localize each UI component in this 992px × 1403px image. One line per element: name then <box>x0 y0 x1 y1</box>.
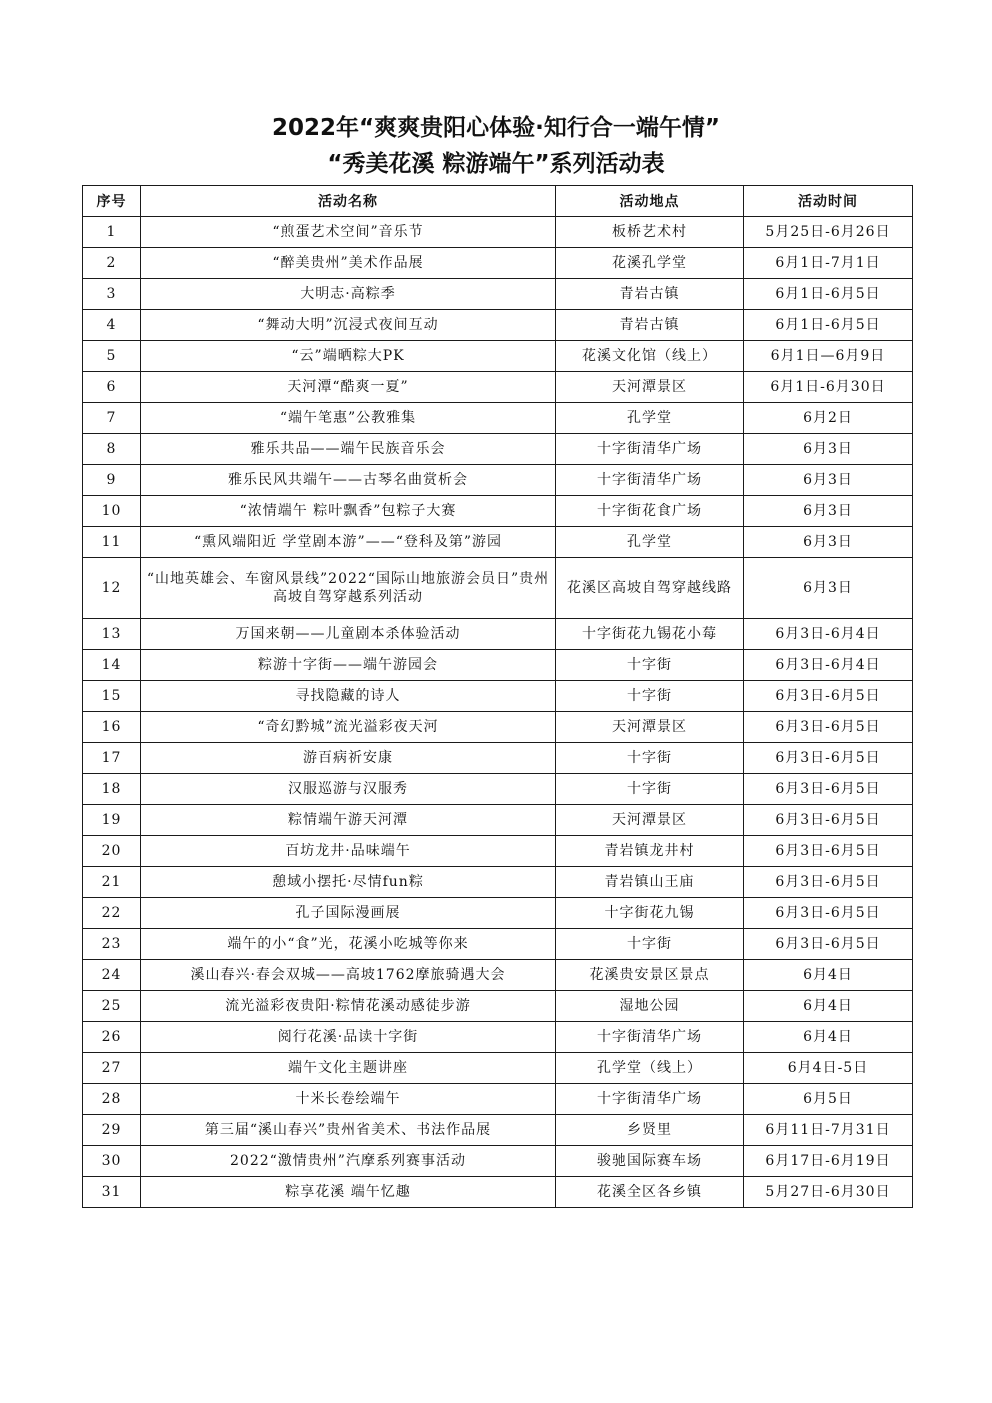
activity-time: 6月3日 <box>744 434 913 465</box>
activity-location: 青岩古镇 <box>556 310 744 341</box>
table-row <box>83 279 913 310</box>
activity-time: 6月3日-6月4日 <box>744 619 913 650</box>
activity-name: 流光溢彩夜贵阳·粽情花溪动感徒步游 <box>141 991 556 1022</box>
activity-name: “熏风端阳近 学堂剧本游”——“登科及第”游园 <box>141 527 556 558</box>
table-row <box>83 805 913 836</box>
page-title-line-1: 2022年“爽爽贵阳心体验·知行合一端午情” <box>272 115 720 141</box>
activity-location: 十字街花九锡 <box>556 898 744 929</box>
row-number: 22 <box>83 898 141 929</box>
activity-time: 6月3日 <box>744 496 913 527</box>
activity-time: 6月11日-7月31日 <box>744 1115 913 1146</box>
activity-time: 6月3日-6月5日 <box>744 681 913 712</box>
activity-time: 6月17日-6月19日 <box>744 1146 913 1177</box>
activity-name: 雅乐民风共端午——古琴名曲赏析会 <box>141 465 556 496</box>
row-number: 12 <box>83 558 141 619</box>
header-time: 活动时间 <box>744 186 913 217</box>
activity-name: “煎蛋艺术空间”音乐节 <box>141 217 556 248</box>
table-row <box>83 960 913 991</box>
row-number: 21 <box>83 867 141 898</box>
activity-time: 6月4日 <box>744 960 913 991</box>
table-row <box>83 434 913 465</box>
table-row <box>83 712 913 743</box>
activity-location: 青岩镇龙井村 <box>556 836 744 867</box>
activity-time: 6月1日—6月9日 <box>744 341 913 372</box>
activity-location: 十字街 <box>556 650 744 681</box>
activity-name: 天河潭“酷爽一夏” <box>141 372 556 403</box>
activity-schedule-table <box>82 185 913 1208</box>
activity-location: 十字街清华广场 <box>556 1084 744 1115</box>
table-body <box>83 217 913 1208</box>
activity-name: 端午文化主题讲座 <box>141 1053 556 1084</box>
activity-location: 湿地公园 <box>556 991 744 1022</box>
activity-time: 6月3日-6月5日 <box>744 929 913 960</box>
page-title-line-2: “秀美花溪 粽游端午”系列活动表 <box>327 151 665 177</box>
activity-name: 万国来朝——儿童剧本杀体验活动 <box>141 619 556 650</box>
activity-name: 孔子国际漫画展 <box>141 898 556 929</box>
activity-time: 6月4日-5日 <box>744 1053 913 1084</box>
row-number: 24 <box>83 960 141 991</box>
table-row <box>83 1022 913 1053</box>
row-number: 6 <box>83 372 141 403</box>
activity-name: “醉美贵州”美术作品展 <box>141 248 556 279</box>
table-row <box>83 619 913 650</box>
activity-name: 游百病祈安康 <box>141 743 556 774</box>
activity-time: 6月3日 <box>744 465 913 496</box>
row-number: 26 <box>83 1022 141 1053</box>
activity-location: 天河潭景区 <box>556 712 744 743</box>
activity-location: 孔学堂 <box>556 527 744 558</box>
activity-location: 乡贤里 <box>556 1115 744 1146</box>
activity-location: 十字街清华广场 <box>556 434 744 465</box>
activity-time: 6月3日 <box>744 527 913 558</box>
table-row <box>83 1146 913 1177</box>
row-number: 30 <box>83 1146 141 1177</box>
activity-location: 青岩古镇 <box>556 279 744 310</box>
activity-time: 6月1日-7月1日 <box>744 248 913 279</box>
activity-time: 6月4日 <box>744 991 913 1022</box>
activity-name: 百坊龙井·品味端午 <box>141 836 556 867</box>
activity-time: 6月3日 <box>744 558 913 619</box>
table-row <box>83 929 913 960</box>
row-number: 31 <box>83 1177 141 1208</box>
header-number: 序号 <box>83 186 141 217</box>
activity-name: 憩域小摆托·尽情fun粽 <box>141 867 556 898</box>
row-number: 19 <box>83 805 141 836</box>
activity-time: 6月3日-6月5日 <box>744 867 913 898</box>
activity-location: 板桥艺术村 <box>556 217 744 248</box>
table-row <box>83 836 913 867</box>
activity-time: 6月1日-6月30日 <box>744 372 913 403</box>
activity-name: “舞动大明”沉浸式夜间互动 <box>141 310 556 341</box>
activity-time: 6月3日-6月4日 <box>744 650 913 681</box>
activity-name: 第三届“溪山春兴”贵州省美术、书法作品展 <box>141 1115 556 1146</box>
activity-name: “浓情端午 粽叶飘香”包粽子大赛 <box>141 496 556 527</box>
table-row <box>83 248 913 279</box>
table-row <box>83 496 913 527</box>
table-row <box>83 743 913 774</box>
activity-location: 青岩镇山王庙 <box>556 867 744 898</box>
table-row <box>83 650 913 681</box>
table-row <box>83 217 913 248</box>
activity-time: 6月3日-6月5日 <box>744 898 913 929</box>
activity-name: 大明志·高粽季 <box>141 279 556 310</box>
activity-location: 孔学堂 <box>556 403 744 434</box>
table-row <box>83 991 913 1022</box>
activity-location: 天河潭景区 <box>556 372 744 403</box>
table-row <box>83 774 913 805</box>
activity-name: 粽游十字街——端午游园会 <box>141 650 556 681</box>
header-location: 活动地点 <box>556 186 744 217</box>
activity-name: 十米长卷绘端午 <box>141 1084 556 1115</box>
activity-time: 6月1日-6月5日 <box>744 310 913 341</box>
activity-name: 2022“激情贵州”汽摩系列赛事活动 <box>141 1146 556 1177</box>
row-number: 18 <box>83 774 141 805</box>
row-number: 23 <box>83 929 141 960</box>
activity-time: 6月3日-6月5日 <box>744 743 913 774</box>
row-number: 28 <box>83 1084 141 1115</box>
row-number: 16 <box>83 712 141 743</box>
activity-name: 汉服巡游与汉服秀 <box>141 774 556 805</box>
activity-time: 6月4日 <box>744 1022 913 1053</box>
table-row <box>83 1177 913 1208</box>
activity-name: 寻找隐藏的诗人 <box>141 681 556 712</box>
row-number: 27 <box>83 1053 141 1084</box>
table-row <box>83 558 913 619</box>
activity-location: 花溪贵安景区景点 <box>556 960 744 991</box>
table-row <box>83 1115 913 1146</box>
row-number: 4 <box>83 310 141 341</box>
activity-location: 花溪全区各乡镇 <box>556 1177 744 1208</box>
activity-time: 6月3日-6月5日 <box>744 836 913 867</box>
row-number: 25 <box>83 991 141 1022</box>
activity-location: 十字街清华广场 <box>556 465 744 496</box>
activity-name: 溪山春兴·春会双城——高坡1762摩旅骑遇大会 <box>141 960 556 991</box>
row-number: 17 <box>83 743 141 774</box>
row-number: 14 <box>83 650 141 681</box>
row-number: 5 <box>83 341 141 372</box>
row-number: 10 <box>83 496 141 527</box>
activity-name: 雅乐共品——端午民族音乐会 <box>141 434 556 465</box>
table-row <box>83 310 913 341</box>
activity-name: 粽情端午游天河潭 <box>141 805 556 836</box>
row-number: 13 <box>83 619 141 650</box>
row-number: 2 <box>83 248 141 279</box>
activity-time: 6月3日-6月5日 <box>744 774 913 805</box>
activity-location: 十字街花九锡花小莓 <box>556 619 744 650</box>
activity-location: 花溪孔学堂 <box>556 248 744 279</box>
table-row <box>83 1053 913 1084</box>
row-number: 8 <box>83 434 141 465</box>
table-row <box>83 867 913 898</box>
row-number: 29 <box>83 1115 141 1146</box>
row-number: 1 <box>83 217 141 248</box>
activity-time: 5月25日-6月26日 <box>744 217 913 248</box>
header-activity-name: 活动名称 <box>141 186 556 217</box>
activity-location: 花溪文化馆（线上） <box>556 341 744 372</box>
activity-location: 骏驰国际赛车场 <box>556 1146 744 1177</box>
activity-location: 十字街 <box>556 743 744 774</box>
table-row <box>83 341 913 372</box>
activity-time: 6月3日-6月5日 <box>744 805 913 836</box>
table-row <box>83 403 913 434</box>
table-row <box>83 465 913 496</box>
row-number: 11 <box>83 527 141 558</box>
activity-name: 端午的小“食”光，花溪小吃城等你来 <box>141 929 556 960</box>
activity-name: 阅行花溪·品读十字街 <box>141 1022 556 1053</box>
table-header-row <box>83 186 913 217</box>
activity-time: 6月5日 <box>744 1084 913 1115</box>
table-row <box>83 681 913 712</box>
table-row <box>83 898 913 929</box>
activity-location: 十字街清华广场 <box>556 1022 744 1053</box>
table-row <box>83 372 913 403</box>
row-number: 9 <box>83 465 141 496</box>
activity-time: 6月2日 <box>744 403 913 434</box>
table-row <box>83 527 913 558</box>
activity-location: 十字街 <box>556 681 744 712</box>
row-number: 15 <box>83 681 141 712</box>
activity-location: 花溪区高坡自驾穿越线路 <box>556 558 744 619</box>
row-number: 20 <box>83 836 141 867</box>
activity-location: 天河潭景区 <box>556 805 744 836</box>
activity-time: 6月3日-6月5日 <box>744 712 913 743</box>
activity-location: 十字街 <box>556 774 744 805</box>
activity-name: “云”端晒粽大PK <box>141 341 556 372</box>
activity-time: 5月27日-6月30日 <box>744 1177 913 1208</box>
activity-name: “山地英雄会、车窗风景线”2022“国际山地旅游会员日”贵州高坡自驾穿越系列活动 <box>141 558 556 619</box>
activity-name: “奇幻黔城”流光溢彩夜天河 <box>141 712 556 743</box>
activity-location: 十字街花食广场 <box>556 496 744 527</box>
row-number: 7 <box>83 403 141 434</box>
table-row <box>83 1084 913 1115</box>
row-number: 3 <box>83 279 141 310</box>
activity-time: 6月1日-6月5日 <box>744 279 913 310</box>
activity-name: “端午笔惠”公教雅集 <box>141 403 556 434</box>
activity-location: 孔学堂（线上） <box>556 1053 744 1084</box>
activity-location: 十字街 <box>556 929 744 960</box>
activity-name: 粽享花溪 端午忆趣 <box>141 1177 556 1208</box>
